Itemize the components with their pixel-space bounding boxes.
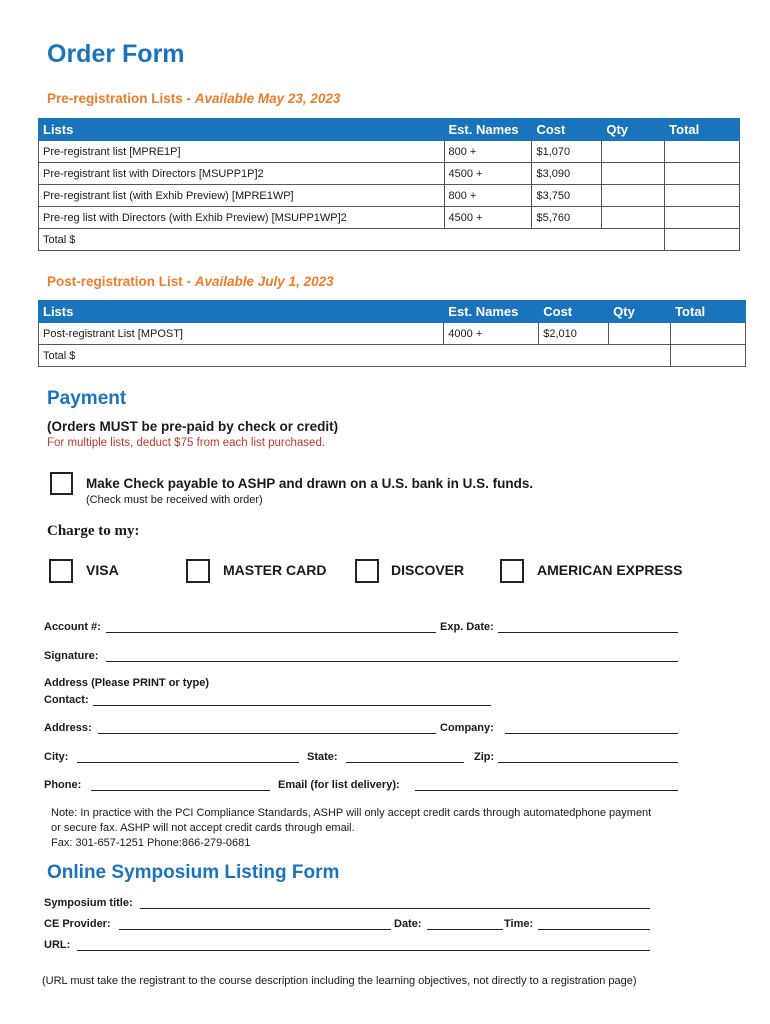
qty-cell[interactable] [602,141,665,163]
post-reg-available: Available July 1, 2023 [194,274,334,289]
qty-cell[interactable] [602,185,665,207]
address-print-label: Address (Please PRINT or type) [44,677,210,689]
page-title: Order Form [47,40,185,68]
col-cost: Cost [532,119,602,141]
pci-note [51,806,651,851]
post-reg-table [38,300,746,367]
address-label: Address: [44,722,92,734]
pci-note-line3: Fax: 301-657-1251 Phone:866-279-0681 [51,837,251,849]
grand-total-cell[interactable] [671,345,746,367]
exp-date-field[interactable] [498,632,678,633]
est-names: 4000 + [444,323,539,345]
total-cell[interactable] [665,163,740,185]
cost: $3,750 [532,185,602,207]
post-reg-heading-text: Post-registration List - [47,274,195,289]
account-field[interactable] [106,632,436,633]
list-name: Pre-registrant list [MPRE1P] [39,141,445,163]
cost: $1,070 [532,141,602,163]
est-names: 800 + [444,141,532,163]
col-total: Total [671,301,746,323]
time-field[interactable] [538,929,650,930]
col-lists: Lists [39,119,445,141]
address-field[interactable] [98,733,436,734]
zip-field[interactable] [498,762,678,763]
table-row [39,163,740,185]
amex-checkbox[interactable] [500,559,524,583]
city-label: City: [44,751,69,763]
prepaid-note: (Orders MUST be pre-paid by check or credit) [47,419,339,434]
pci-note-line2: or secure fax. ASHP will not accept credit cards through email. [51,822,355,834]
list-name: Post-registrant List [MPOST] [39,323,444,345]
total-cell[interactable] [665,207,740,229]
discover-label: DISCOVER [391,562,465,578]
payment-heading: Payment [47,388,127,409]
ce-provider-label: CE Provider: [44,918,111,930]
phone-field[interactable] [91,790,270,791]
total-label: Total $ [39,229,665,251]
total-cell[interactable] [671,323,746,345]
company-label: Company: [440,722,494,734]
symposium-heading: Online Symposium Listing Form [47,862,340,883]
city-field[interactable] [77,762,299,763]
check-checkbox[interactable] [50,472,73,495]
pre-reg-table [38,118,740,251]
pre-reg-heading-text: Pre-registration Lists - [47,91,195,106]
list-name: Pre-registrant list with Directors [MSUPP1P]2 [39,163,445,185]
col-cost: Cost [539,301,609,323]
col-lists: Lists [39,301,444,323]
url-label: URL: [44,939,71,951]
qty-cell[interactable] [602,163,665,185]
url-field[interactable] [77,950,650,951]
table-header-row [39,119,740,141]
total-cell[interactable] [665,185,740,207]
phone-label: Phone: [44,779,82,791]
amex-label: AMERICAN EXPRESS [537,562,683,578]
account-label: Account #: [44,621,101,633]
total-cell[interactable] [665,141,740,163]
list-name: Pre-reg list with Directors (with Exhib Preview) [MSUPP1WP]2 [39,207,445,229]
est-names: 4500 + [444,207,532,229]
email-label: Email (for list delivery): [278,779,400,791]
col-est-names: Est. Names [444,119,532,141]
email-field[interactable] [415,790,678,791]
check-note: (Check must be received with order) [86,494,263,506]
symposium-title-label: Symposium title: [44,897,133,909]
mastercard-checkbox[interactable] [186,559,210,583]
time-label: Time: [504,918,534,930]
state-field[interactable] [346,762,464,763]
total-row [39,345,746,367]
table-row [39,185,740,207]
pre-reg-available: Available May 23, 2023 [194,91,341,106]
grand-total-cell[interactable] [665,229,740,251]
charge-label: Charge to my: [47,523,140,539]
table-row [39,141,740,163]
pre-reg-heading [47,91,340,106]
est-names: 800 + [444,185,532,207]
date-field[interactable] [427,929,503,930]
visa-label: VISA [86,562,119,578]
exp-date-label: Exp. Date: [440,621,494,633]
est-names: 4500 + [444,163,532,185]
ce-provider-field[interactable] [119,929,391,930]
table-row [39,207,740,229]
col-qty: Qty [602,119,665,141]
total-row [39,229,740,251]
col-qty: Qty [609,301,671,323]
company-field[interactable] [505,733,678,734]
total-label: Total $ [39,345,671,367]
mastercard-label: MASTER CARD [223,562,327,578]
state-label: State: [307,751,338,763]
cost: $3,090 [532,163,602,185]
visa-checkbox[interactable] [49,559,73,583]
list-name: Pre-registrant list (with Exhib Preview) [MPRE1WP] [39,185,445,207]
signature-label: Signature: [44,650,99,662]
cost: $5,760 [532,207,602,229]
zip-label: Zip: [474,751,495,763]
symposium-title-field[interactable] [140,908,650,909]
cost: $2,010 [539,323,609,345]
signature-field[interactable] [106,661,678,662]
check-label: Make Check payable to ASHP and drawn on a U.S. bank in U.S. funds. [86,476,534,491]
qty-cell[interactable] [602,207,665,229]
discover-checkbox[interactable] [355,559,379,583]
table-row [39,323,746,345]
date-label: Date: [394,918,422,930]
col-total: Total [665,119,740,141]
pci-note-line1: Note: In practice with the PCI Compliance Standards, ASHP will only accept credit cards through automatedphone payment [51,807,652,819]
contact-label: Contact: [44,694,89,706]
url-note: (URL must take the registrant to the course description including the learning objectives, not directly to a registration page) [42,975,637,987]
post-reg-heading [47,274,334,289]
table-header-row [39,301,746,323]
contact-field[interactable] [93,705,491,706]
qty-cell[interactable] [609,323,671,345]
deduct-note: For multiple lists, deduct $75 from each list purchased. [47,437,326,449]
col-est-names: Est. Names [444,301,539,323]
